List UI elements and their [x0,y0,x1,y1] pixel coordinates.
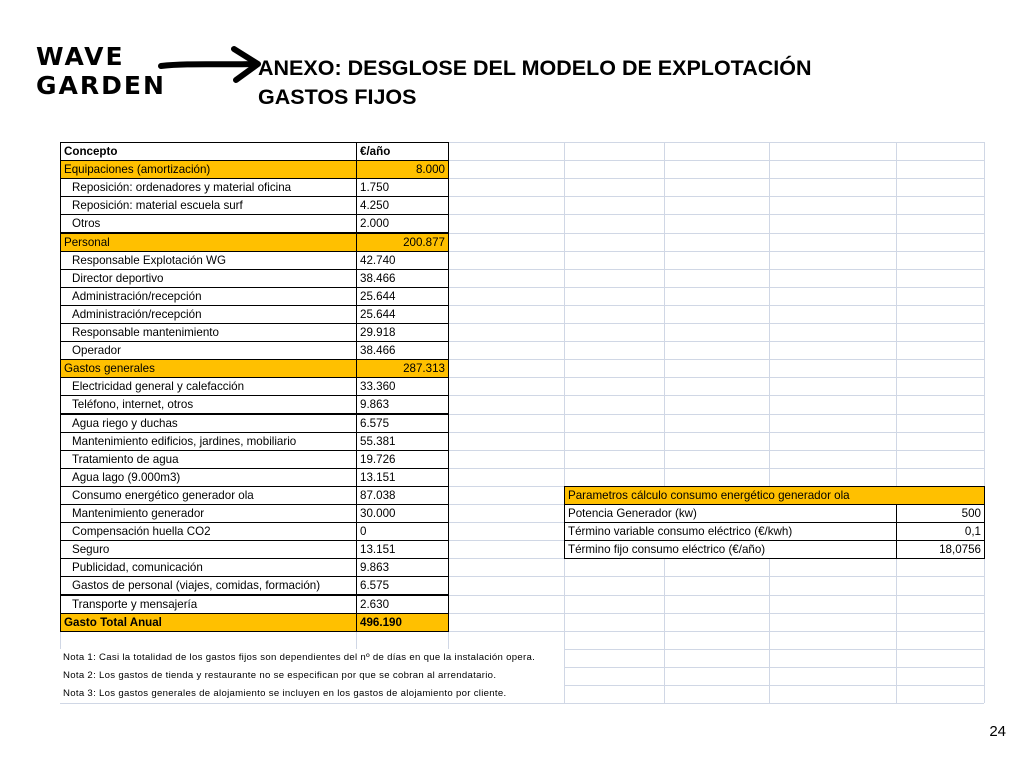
concept-cell[interactable]: Administración/recepción [60,287,357,306]
total-label[interactable]: Gasto Total Anual [60,613,357,632]
table-row [60,395,984,413]
value-cell[interactable]: 0 [356,522,449,541]
group-row [60,233,984,251]
page-number: 24 [989,723,1006,740]
concept-cell[interactable]: Responsable Explotación WG [60,251,357,270]
right-arrow-icon [158,44,264,84]
table-row [60,486,984,504]
table-row [60,251,984,269]
slide-title [258,54,811,112]
value-cell[interactable]: 33.360 [356,377,449,396]
value-cell[interactable]: 4.250 [356,196,449,215]
value-cell[interactable]: 13.151 [356,540,449,559]
concept-cell[interactable]: Compensación huella CO2 [60,522,357,541]
concept-cell[interactable]: Director deportivo [60,269,357,288]
value-cell[interactable]: 9.863 [356,558,449,577]
total-row [60,613,984,631]
value-cell[interactable]: 13.151 [356,468,449,487]
value-cell[interactable]: 25.644 [356,287,449,306]
concept-cell[interactable]: Reposición: material escuela surf [60,196,357,215]
value-cell[interactable]: 42.740 [356,251,449,270]
value-cell[interactable]: 30.000 [356,504,449,523]
slide-title-line-2: GASTOS FIJOS [258,85,417,109]
concept-cell[interactable]: Agua lago (9.000m3) [60,468,357,487]
table-row [60,269,984,287]
note-cell[interactable]: Nota 2: Los gastos de tienda y restaurante no se especifican por que se cobran al arrendatario. [60,667,565,686]
note-cell[interactable]: Nota 1: Casi la totalidad de los gastos fijos son dependientes del nº de días en que la instalación opera. [60,649,565,668]
note-row [60,667,984,685]
concept-cell[interactable]: Responsable mantenimiento [60,323,357,342]
value-cell[interactable]: 38.466 [356,341,449,360]
concept-cell[interactable]: Administración/recepción [60,305,357,324]
expense-sheet [60,142,984,703]
group-label[interactable]: Gastos generales [60,359,357,378]
value-cell[interactable]: 38.466 [356,269,449,288]
group-row [60,359,984,377]
table-row [60,305,984,323]
table-row [60,414,984,432]
parameter-value[interactable]: 18,0756 [896,540,985,559]
concept-cell[interactable]: Gastos de personal (viajes, comidas, formación) [60,576,357,595]
table-row [60,196,984,214]
table-row [60,377,984,395]
group-label[interactable]: Equipaciones (amortización) [60,160,357,179]
concept-cell[interactable]: Tratamiento de agua [60,450,357,469]
group-value[interactable]: 8.000 [356,160,449,179]
concept-cell[interactable]: Agua riego y duchas [60,414,357,433]
value-cell[interactable]: 2.630 [356,595,449,614]
table-row [60,576,984,594]
note-row [60,649,984,667]
note-row [60,685,984,703]
logo-line-2: GARDEN [36,71,166,100]
table-row [60,214,984,232]
table-row [60,341,984,359]
total-value[interactable]: 496.190 [356,613,449,632]
value-cell[interactable]: 2.000 [356,214,449,233]
table-row [60,522,984,540]
value-cell[interactable]: 55.381 [356,432,449,451]
gridline-vertical [984,142,985,703]
concept-cell[interactable]: Mantenimiento generador [60,504,357,523]
group-value[interactable]: 200.877 [356,233,449,252]
logo-line-1: WAVE [36,42,125,71]
value-cell[interactable]: 1.750 [356,178,449,197]
table-row [60,595,984,613]
group-row [60,160,984,178]
value-cell[interactable]: 29.918 [356,323,449,342]
concept-cell[interactable]: Reposición: ordenadores y material oficina [60,178,357,197]
concept-cell[interactable]: Publicidad, comunicación [60,558,357,577]
parameters-title[interactable]: Parametros cálculo consumo energético generador ola [564,486,985,505]
parameter-label[interactable]: Término fijo consumo eléctrico (€/año) [564,540,897,559]
concept-cell[interactable]: Teléfono, internet, otros [60,395,357,414]
concept-cell[interactable]: Seguro [60,540,357,559]
table-row [60,540,984,558]
value-cell[interactable]: 6.575 [356,414,449,433]
parameter-label[interactable]: Potencia Generador (kw) [564,504,897,523]
concept-cell[interactable]: Operador [60,341,357,360]
table-row [60,432,984,450]
concept-cell[interactable]: Mantenimiento edificios, jardines, mobiliario [60,432,357,451]
value-cell[interactable]: 87.038 [356,486,449,505]
note-cell[interactable]: Nota 3: Los gastos generales de alojamiento se incluyen en los gastos de alojamiento por cliente. [60,685,565,704]
table-header-row [60,142,984,160]
header-concept[interactable]: Concepto [60,142,357,161]
group-label[interactable]: Personal [60,233,357,252]
concept-cell[interactable]: Transporte y mensajería [60,595,357,614]
value-cell[interactable]: 19.726 [356,450,449,469]
value-cell[interactable]: 6.575 [356,576,449,595]
logo-text [36,42,166,100]
concept-cell[interactable]: Electricidad general y calefacción [60,377,357,396]
parameter-value[interactable]: 500 [896,504,985,523]
table-row [60,468,984,486]
slide-title-line-1: ANEXO: DESGLOSE DEL MODELO DE EXPLOTACIÓN [258,56,812,80]
value-cell[interactable]: 9.863 [356,395,449,414]
parameter-label[interactable]: Término variable consumo eléctrico (€/kwh) [564,522,897,541]
table-row [60,558,984,576]
parameter-value[interactable]: 0,1 [896,522,985,541]
group-value[interactable]: 287.313 [356,359,449,378]
value-cell[interactable]: 25.644 [356,305,449,324]
table-row [60,323,984,341]
wavegarden-logo [36,42,236,112]
table-row [60,178,984,196]
concept-cell[interactable]: Otros [60,214,357,233]
table-row [60,287,984,305]
table-row [60,450,984,468]
concept-cell[interactable]: Consumo energético generador ola [60,486,357,505]
header-value[interactable]: €/año [356,142,449,161]
table-row [60,504,984,522]
